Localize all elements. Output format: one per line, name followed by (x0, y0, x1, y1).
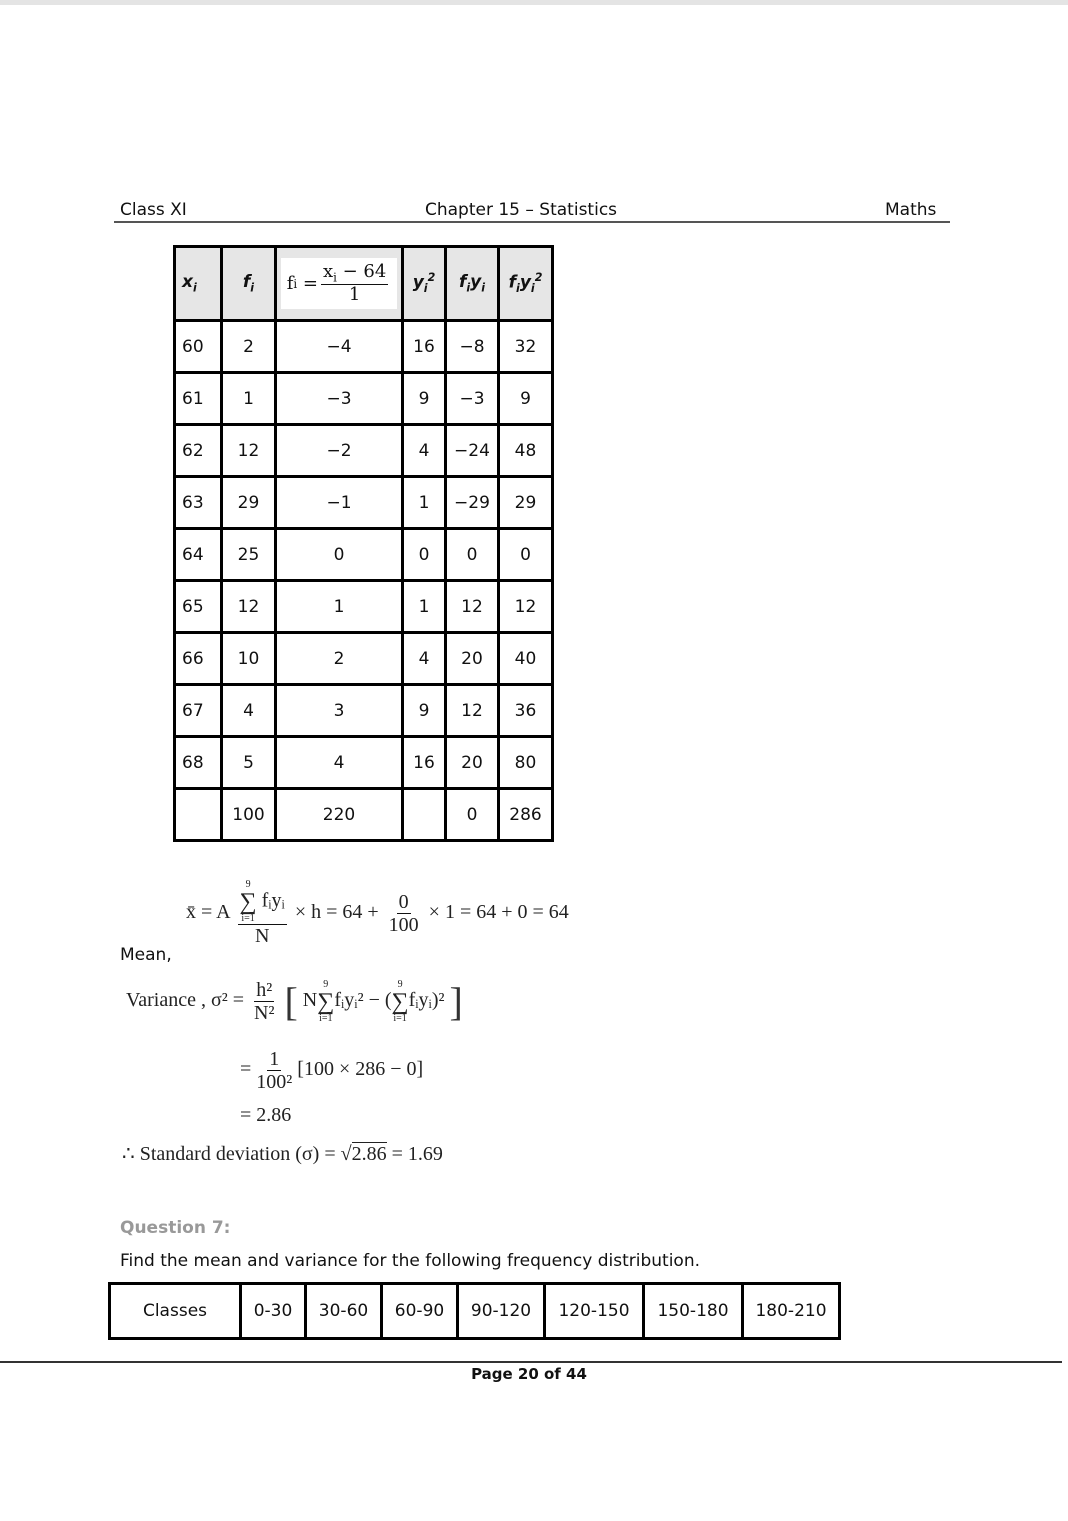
sigma-icon: 9 ∑ i=1 (317, 978, 335, 1024)
table-row: 68 5 4 16 20 80 (175, 737, 553, 789)
table-row: 62 12 −2 4 −24 48 (175, 425, 553, 477)
col-header-yi-formula (276, 247, 403, 321)
header-class: Class XI (120, 200, 187, 220)
col-header-fiyi: $f_iy_i$ (446, 247, 499, 321)
table-row: 60 2 −4 16 −8 32 (175, 321, 553, 373)
formula-lhs-sub: i (293, 276, 298, 291)
header-subject: Maths (885, 200, 937, 220)
table-header-row (175, 247, 553, 321)
mean-label: Mean, (120, 945, 172, 965)
mean-sum-fraction: 9 ∑ i=1 fᵢyᵢ N (239, 879, 285, 947)
formula-numerator: $x_i - 64$ (322, 260, 387, 285)
formula-image: f i = $\frac{x_i - 64}{1}$ (281, 258, 398, 309)
footer-divider (0, 1361, 1062, 1363)
variance-lhs: Variance , σ² = (126, 989, 245, 1012)
sigma-icon: 9 ∑ i=1 (391, 978, 409, 1024)
viewer-top-band (0, 0, 1068, 5)
table-totals-row: 100 220 0 286 (175, 789, 553, 841)
sigma-icon: 9 ∑ i=1 (239, 879, 257, 924)
table-row: Classes 0-30 30-60 60-90 90-120 120-150 150-180 180-210 (110, 1284, 840, 1339)
col-header-yi2: $y_i^2$ (403, 247, 446, 321)
col-header-xi: $x_i$ (175, 247, 222, 321)
col-header-fiyi2: $f_iy_i^2$ (499, 247, 553, 321)
col-header-fi: $f_i$ (222, 247, 276, 321)
formula-denominator: 1 (348, 284, 361, 306)
variance-formula: Variance , σ² = $\frac{\text{h²}}{\text{N²}}$ [ N 9 ∑ i=1 fᵢyᵢ² − ( 9 ∑ i=1 fᵢyᵢ)² ] (126, 978, 463, 1024)
right-bracket-icon: ] (449, 979, 463, 1024)
table-row: 65 12 1 1 12 12 (175, 581, 553, 633)
mean-value-fraction: $\frac{0}{100}$ (388, 891, 419, 936)
question-7-title: Question 7: (120, 1218, 231, 1238)
table-row: 63 29 −1 1 −29 29 (175, 477, 553, 529)
formula-lhs: f (286, 273, 294, 294)
mean-formula: x̄ = A 9 ∑ i=1 fᵢyᵢ N × h = 64 + $\frac{0}{100}$ × 1 = 64 + 0 = 64 (186, 879, 569, 947)
std-dev-formula: ∴ Standard deviation (σ) = √2.86 = 1.69 (122, 1143, 443, 1165)
table-row: 66 10 2 4 20 40 (175, 633, 553, 685)
formula-fraction (321, 262, 388, 305)
frequency-table (173, 245, 554, 842)
table-row: 64 25 0 0 0 0 (175, 529, 553, 581)
question-7-text: Find the mean and variance for the following frequency distribution. (120, 1251, 700, 1271)
left-bracket-icon: [ (284, 979, 298, 1024)
table-row: 61 1 −3 9 −3 9 (175, 373, 553, 425)
header-chapter: Chapter 15 – Statistics (425, 200, 618, 220)
header-divider (114, 221, 950, 223)
classes-table (108, 1282, 841, 1340)
variance-step1: = $\frac{1}{\text{100²}}$ [100 × 286 − 0] (240, 1048, 424, 1093)
variance-result: = 2.86 (240, 1104, 292, 1126)
page-number: Page 20 of 44 (471, 1365, 587, 1383)
sqrt-icon: √ (340, 1143, 352, 1165)
table-row: 67 4 3 9 12 36 (175, 685, 553, 737)
mean-lhs: x̄ = A (186, 901, 230, 924)
